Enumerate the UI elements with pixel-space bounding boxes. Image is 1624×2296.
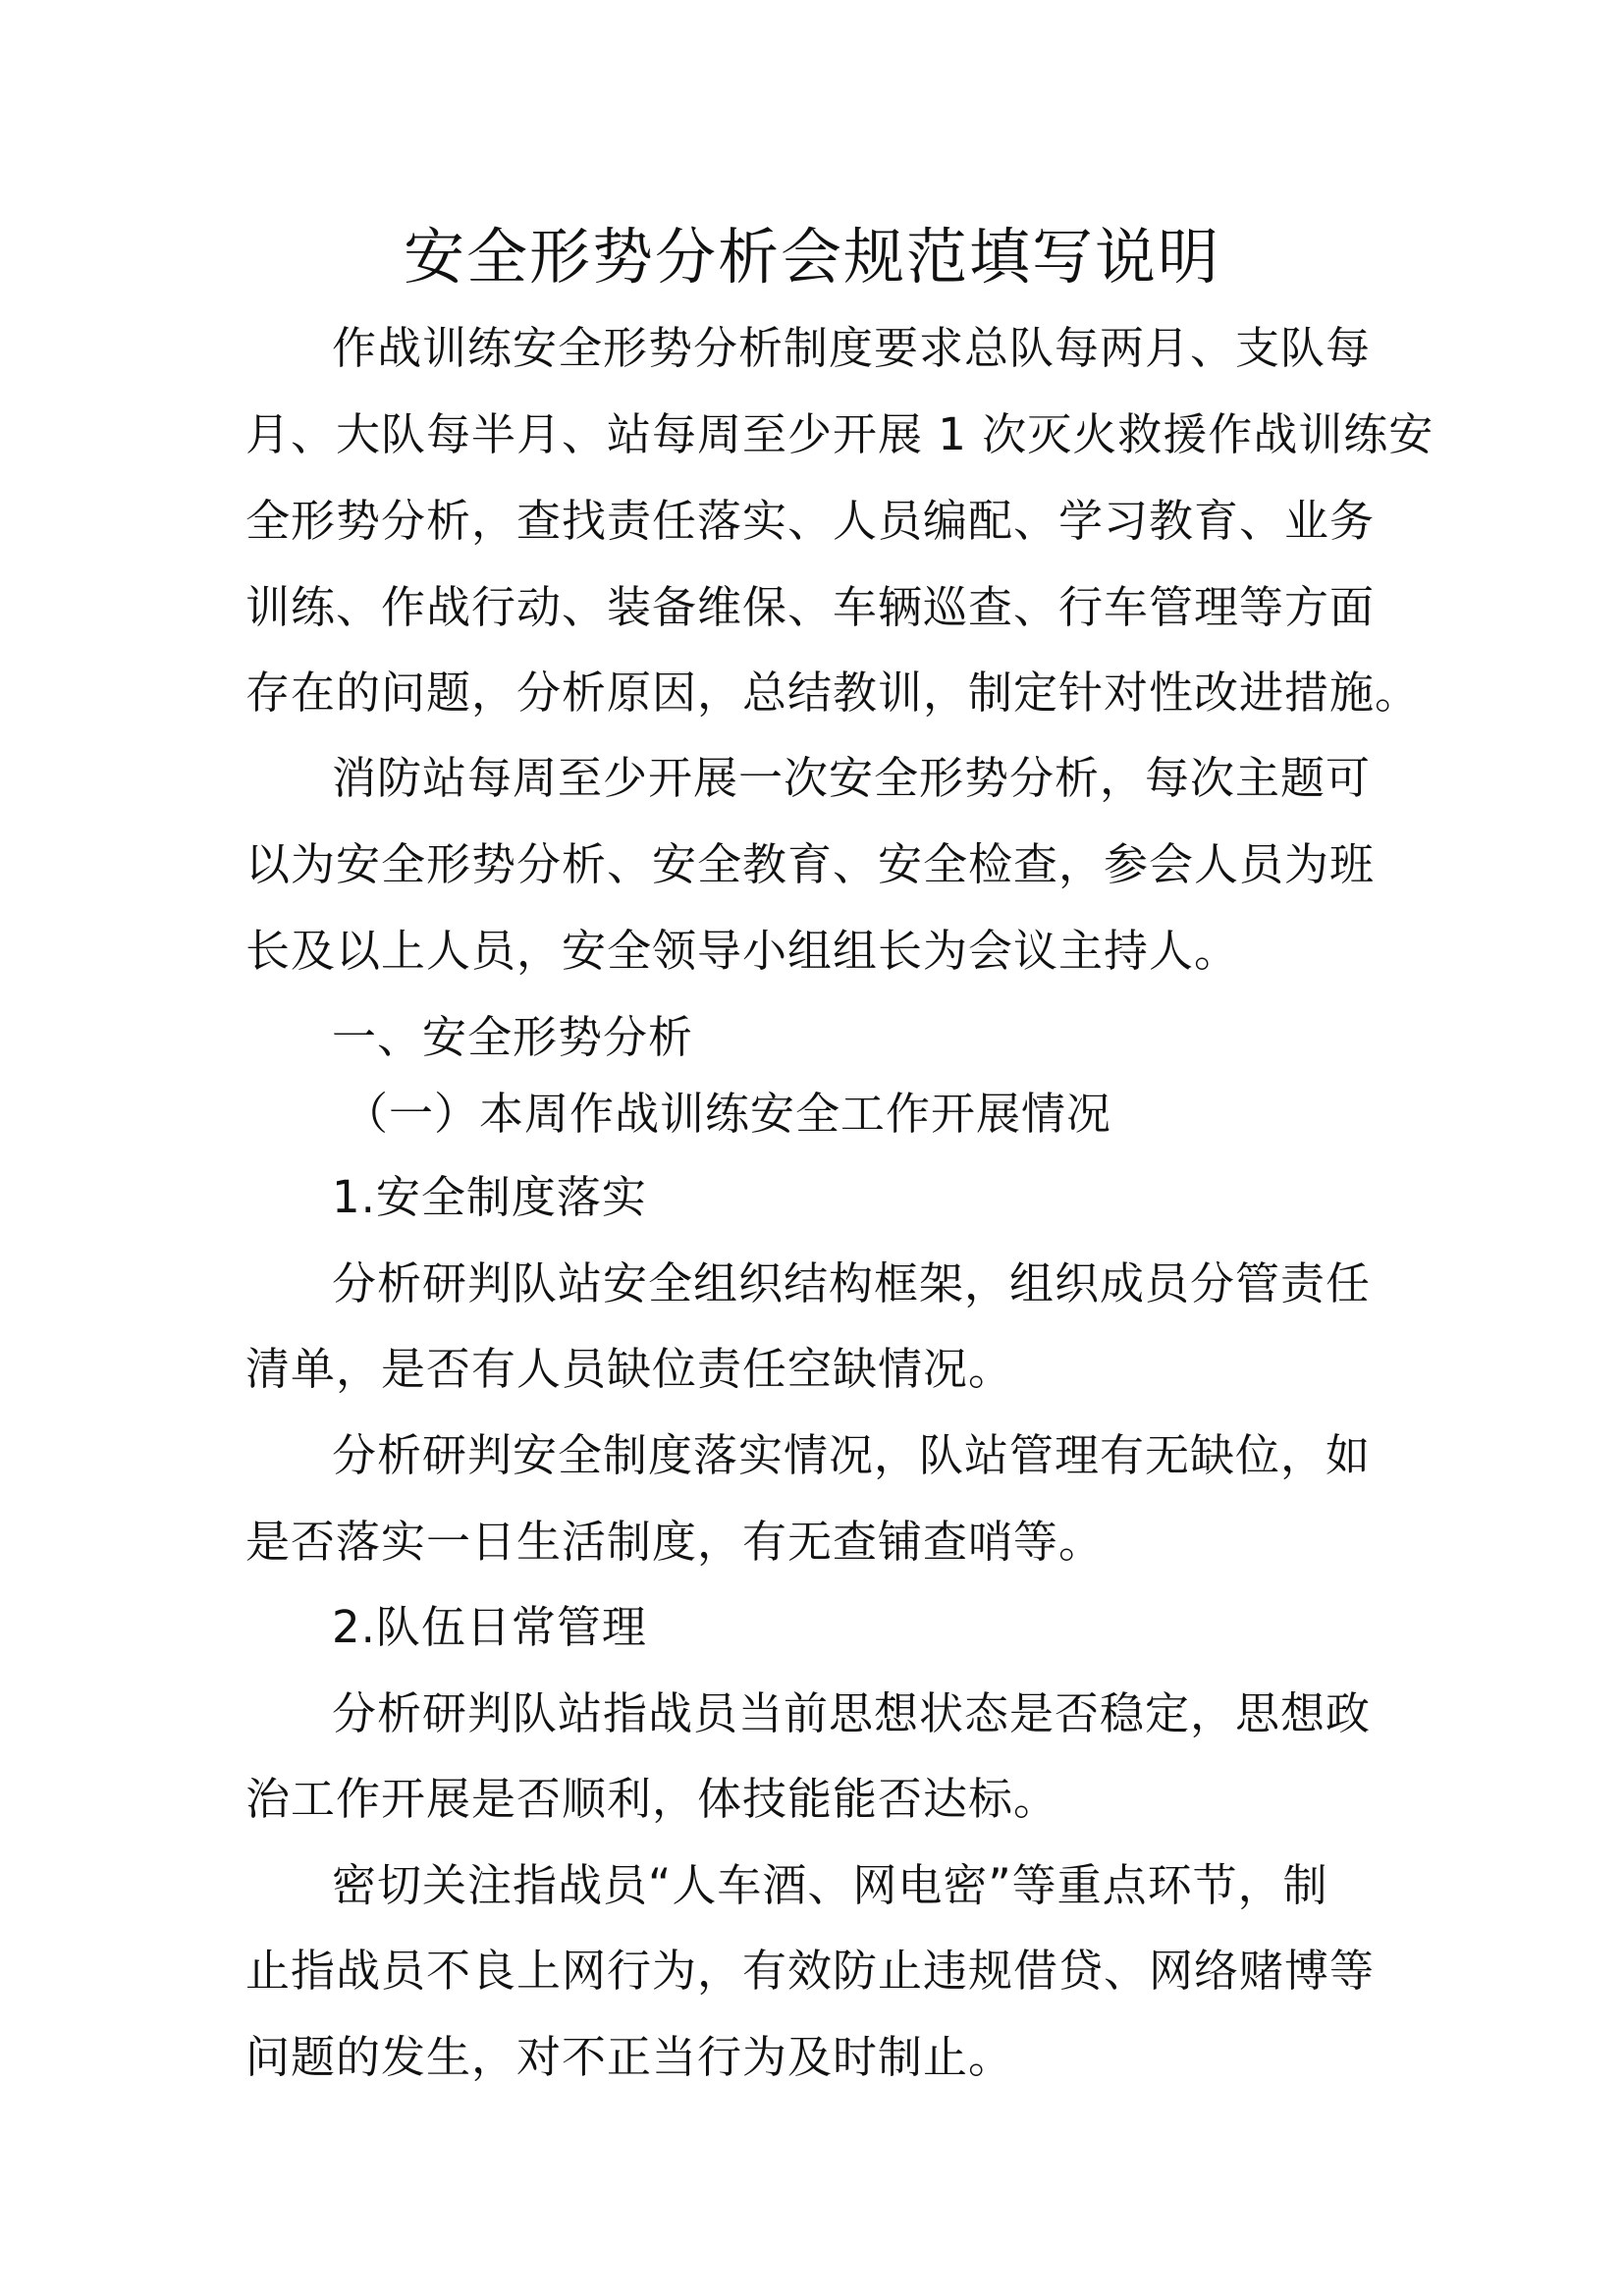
paragraph-line: 治工作开展是否顺利，体技能能否达标。: [245, 1773, 1059, 1825]
paragraph-line: 月、大队每半月、站每周至少开展 1 次灭火救援作战训练安: [245, 408, 1435, 460]
paragraph-line: 以为安全形势分析、安全教育、安全检查，参会人员为班: [245, 838, 1376, 890]
paragraph-line: 作战训练安全形势分析制度要求总队每两月、支队每: [332, 322, 1372, 374]
subsection-heading: （一）本周作战训练安全工作开展情况: [344, 1088, 1112, 1140]
paragraph-line: 训练、作战行动、装备维保、车辆巡查、行车管理等方面: [245, 581, 1376, 633]
paragraph-line: 分析研判队站安全组织结构框架，组织成员分管责任: [332, 1257, 1372, 1309]
paragraph-line: 存在的问题，分析原因，总结教训，制定针对性改进措施。: [245, 667, 1421, 719]
paragraph-line: 是否落实一日生活制度，有无查铺查哨等。: [245, 1516, 1105, 1568]
paragraph-line: 分析研判安全制度落实情况，队站管理有无缺位，如: [332, 1429, 1372, 1481]
item-heading: 1.安全制度落实: [332, 1171, 647, 1223]
paragraph-line: 清单，是否有人员缺位责任空缺情况。: [245, 1343, 1014, 1395]
paragraph-line: 问题的发生，对不正当行为及时制止。: [245, 2031, 1014, 2083]
paragraph-line: 密切关注指战员“人车酒、网电密”等重点环节，制: [332, 1859, 1328, 1911]
paragraph-line: 消防站每周至少开展一次安全形势分析，每次主题可: [332, 752, 1372, 804]
paragraph-line: 止指战员不良上网行为，有效防止违规借贷、网络赌博等: [245, 1945, 1376, 1997]
page-title: 安全形势分析会规范填写说明: [403, 221, 1220, 293]
paragraph-line: 全形势分析，查找责任落实、人员编配、学习教育、业务: [245, 495, 1376, 547]
paragraph-line: 分析研判队站指战员当前思想状态是否稳定，思想政: [332, 1687, 1372, 1739]
section-heading: 一、安全形势分析: [332, 1011, 694, 1063]
item-heading: 2.队伍日常管理: [332, 1601, 647, 1653]
paragraph-line: 长及以上人员，安全领导小组组长为会议主持人。: [245, 925, 1240, 977]
